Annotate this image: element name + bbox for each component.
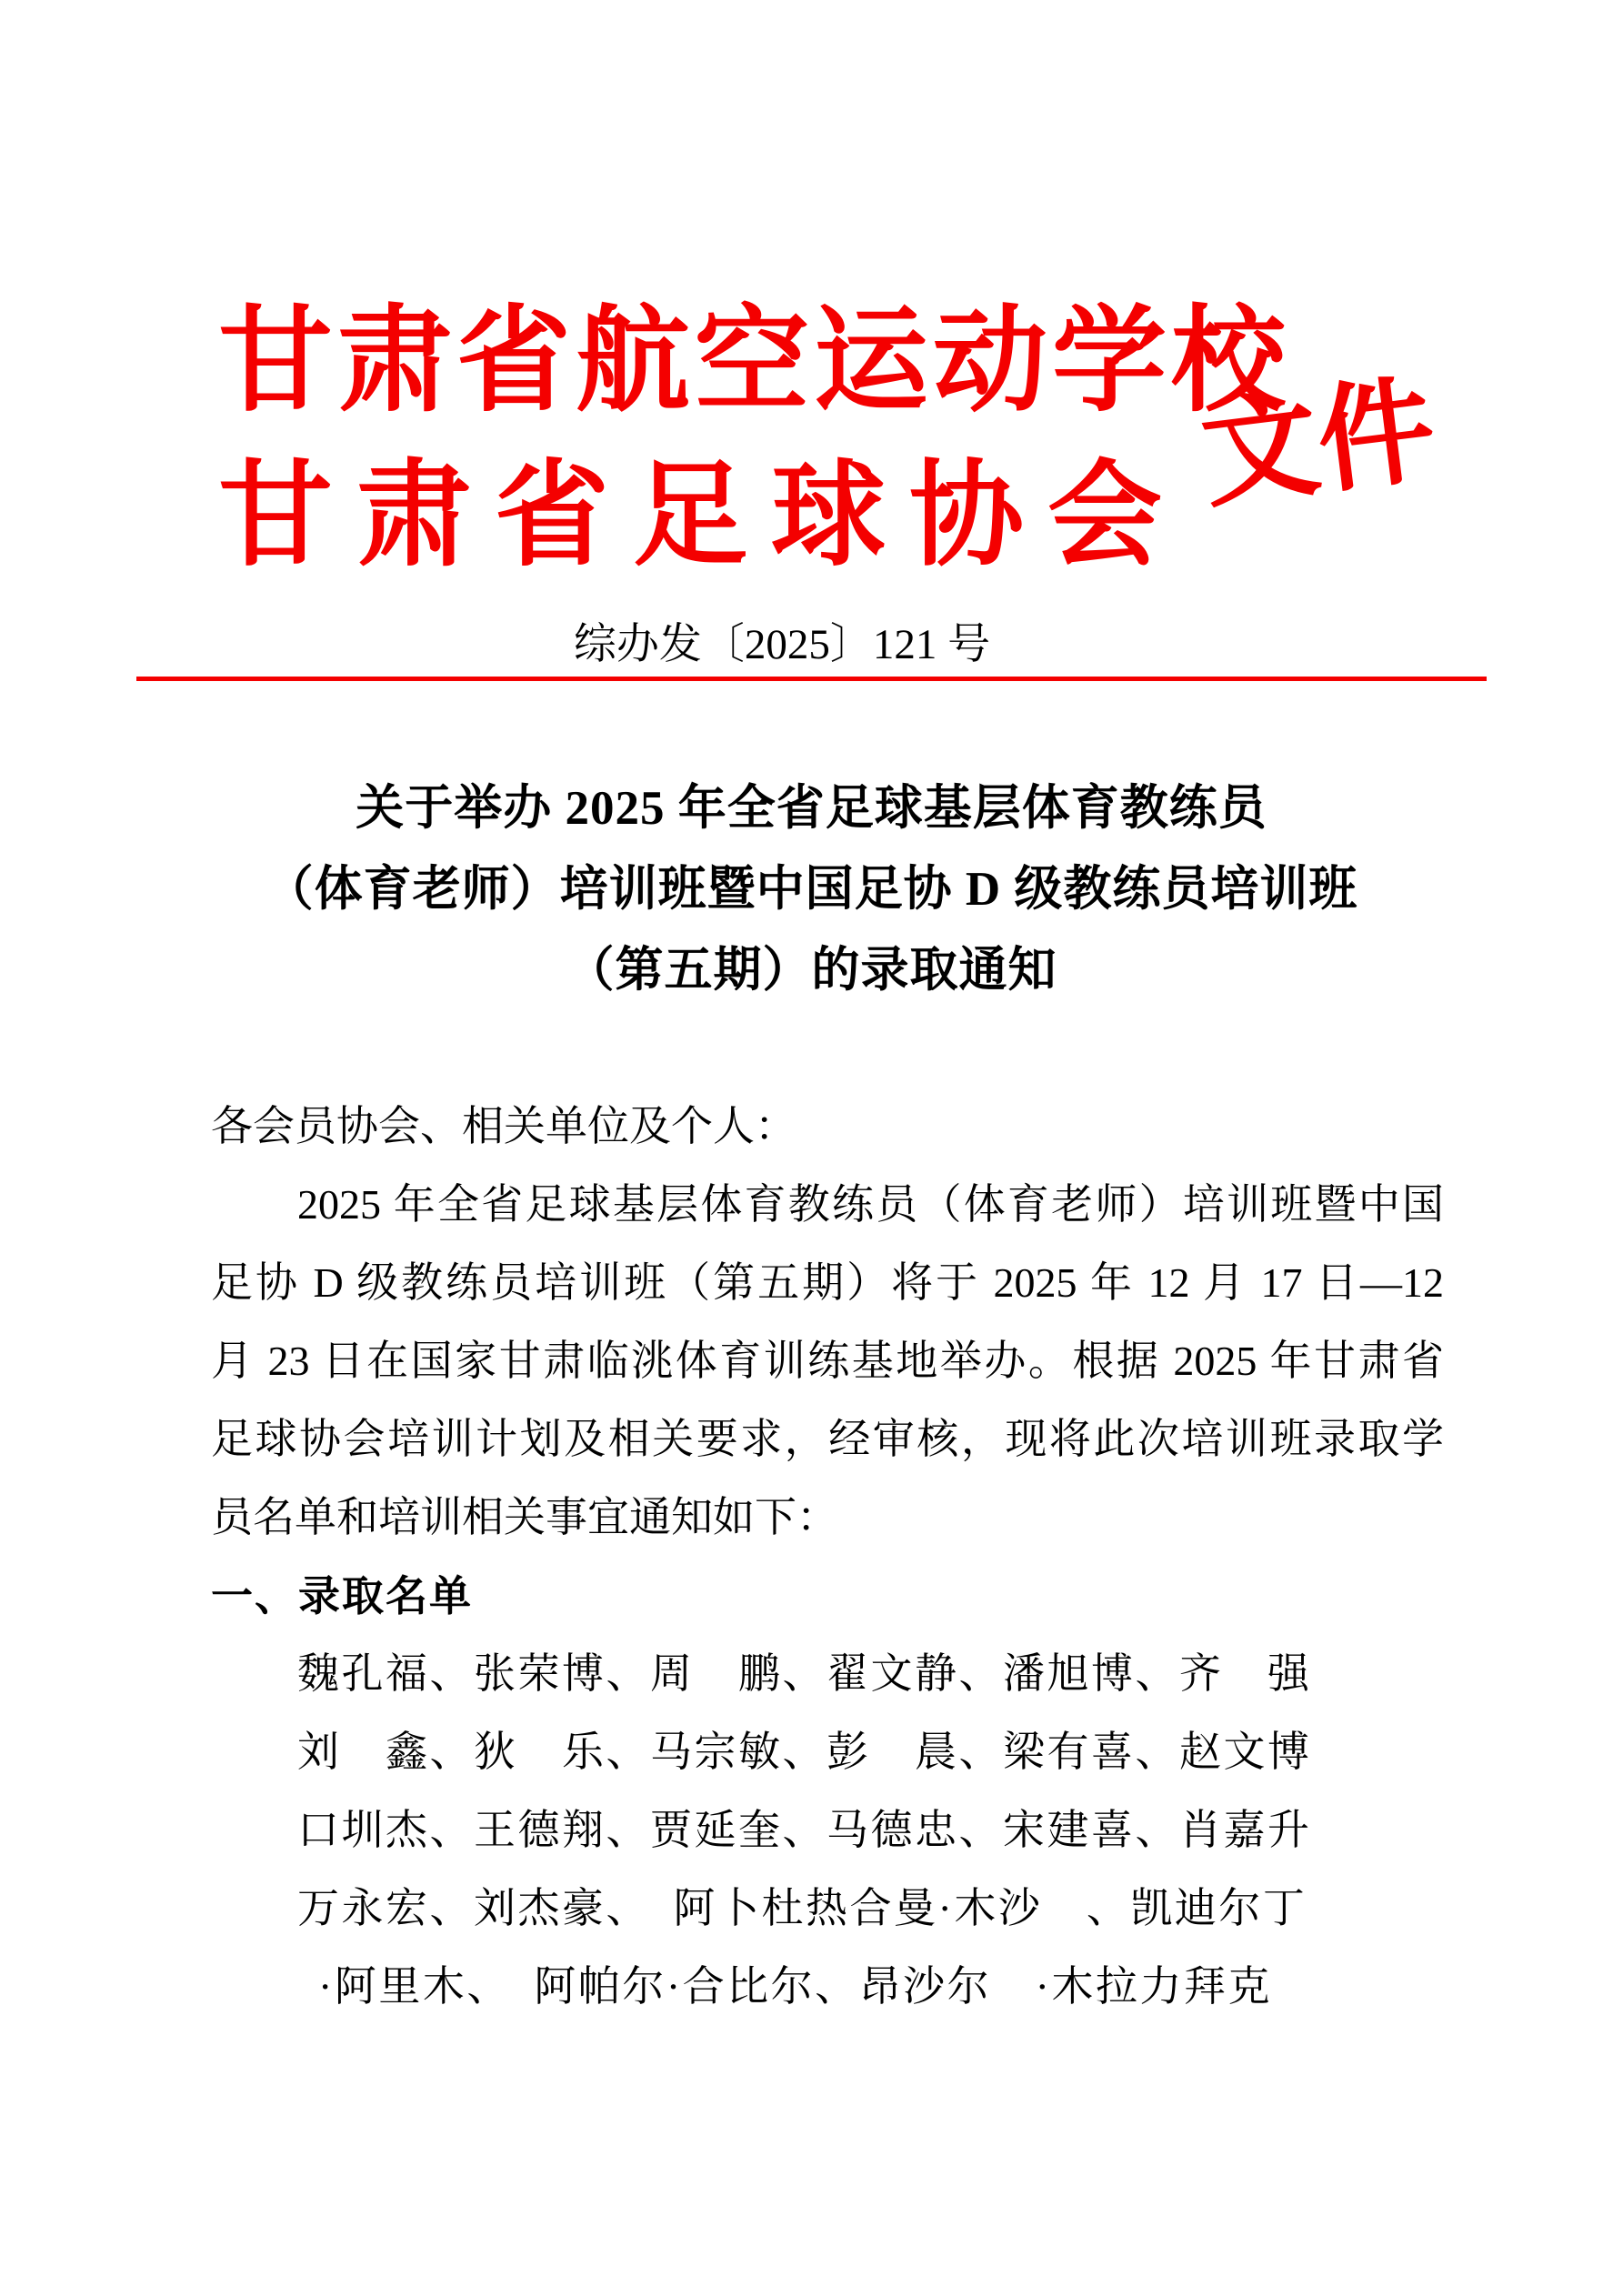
paragraph-line-3: 月 23 日在国家甘肃临洮体育训练基地举办。根据 2025 年甘肃省 bbox=[211, 1338, 1444, 1384]
name-list-line-1: 魏孔福、张荣博、周 鹏、翟文静、潘旭博、齐 强 bbox=[297, 1650, 1312, 1697]
section-heading-admission-list: 一、录取名单 bbox=[211, 1572, 473, 1619]
paragraph-line-5: 员名单和培训相关事宜通知如下： bbox=[211, 1494, 838, 1540]
doc-number: 综办发〔2025〕121 号 bbox=[573, 621, 991, 668]
org-name-line-1: 甘肃省航空运动学校 bbox=[218, 299, 1290, 426]
red-divider-rule bbox=[136, 677, 1487, 681]
paragraph-line-1: 2025 年全省足球基层体育教练员（体育老师）培训班暨中国 bbox=[297, 1181, 1444, 1228]
name-list-line-4: 万永宏、刘杰豪、 阿卜杜热合曼·木沙 、凯迪尔丁 bbox=[297, 1885, 1307, 1931]
doc-title bbox=[0, 768, 1623, 1011]
salutation: 各会员协会、相关单位及个人： bbox=[211, 1103, 796, 1149]
body-text bbox=[211, 1088, 1444, 2026]
doc-type-label: 文件 bbox=[1195, 365, 1442, 523]
org-name-line-2: 甘肃省足球协会 bbox=[218, 454, 1186, 580]
doc-title-line-1: 关于举办 2025 年全省足球基层体育教练员 bbox=[356, 782, 1267, 835]
doc-title-line-2: （体育老师）培训班暨中国足协 D 级教练员培训班 bbox=[265, 863, 1358, 916]
paragraph-line-4: 足球协会培训计划及相关要求，经审核，现将此次培训班录取学 bbox=[211, 1416, 1444, 1462]
name-list-line-5: ·阿里木、 阿帕尔·合比尔、昂沙尔 ·木拉力拜克 bbox=[318, 1963, 1272, 2010]
name-list-line-3: 口圳杰、王德翔、贾延奎、马德忠、宋建喜、肖嘉升 bbox=[297, 1807, 1312, 1853]
paragraph-line-2: 足协 D 级教练员培训班（第五期）将于 2025 年 12 月 17 日—12 bbox=[211, 1259, 1444, 1306]
name-list-line-2: 刘 鑫、狄 乐、马宗敏、彭 晨、梁有喜、赵文博 bbox=[297, 1729, 1312, 1775]
doc-title-line-3: （第五期）的录取通知 bbox=[566, 944, 1057, 997]
